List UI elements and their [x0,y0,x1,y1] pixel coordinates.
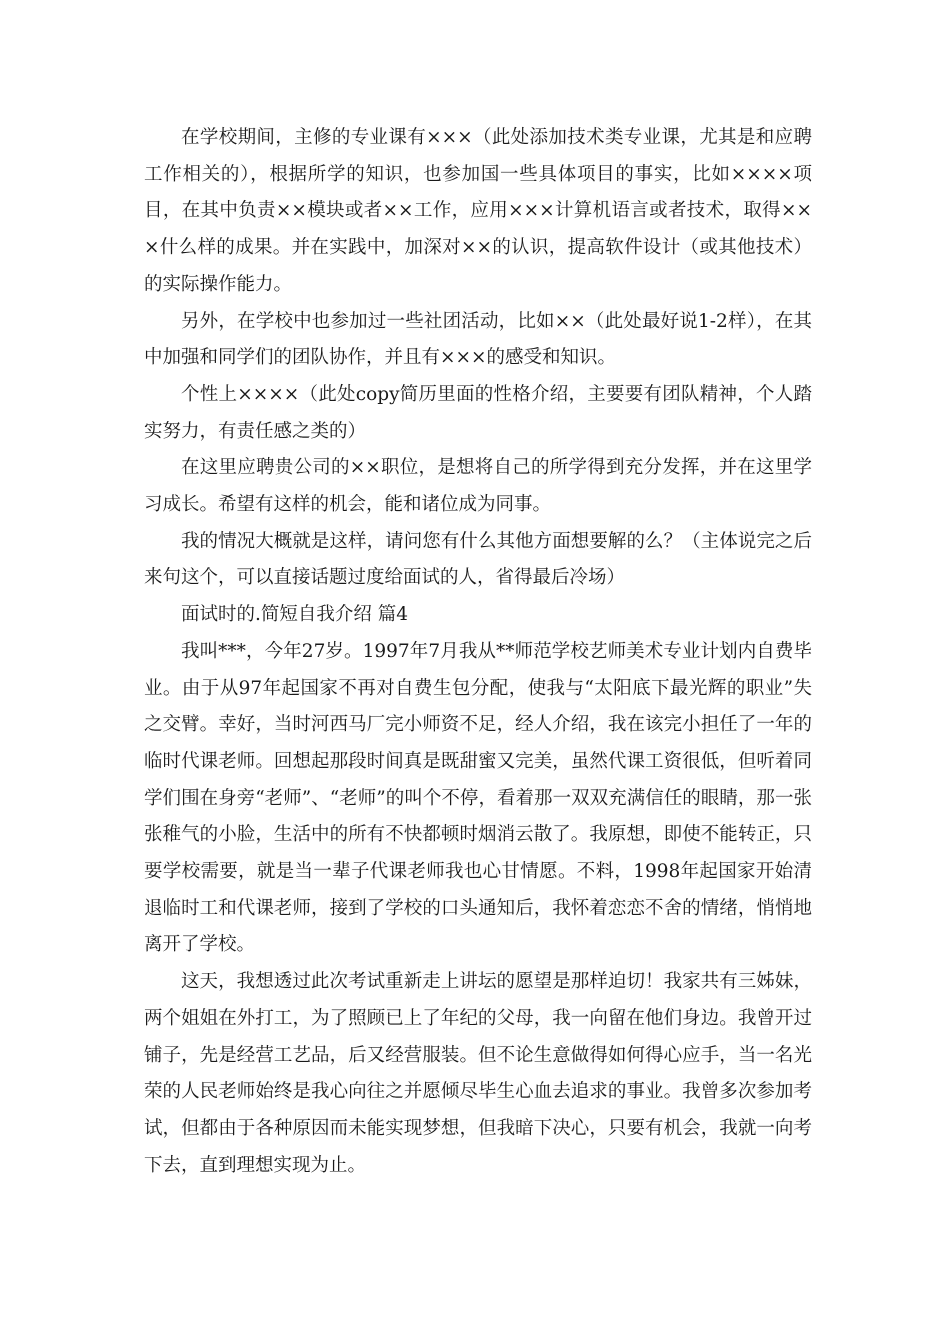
document-body [144,120,812,1184]
paragraph-clubs: 另外，在学校中也参加过一些社团活动，比如××（此处最好说1-2样），在其中加强和同学们的团队协作，并且有×××的感受和知识。 [144,310,812,369]
paragraph-teacher-history: 我叫***，今年27岁。1997年7月我从**师范学校艺师美术专业计划内自费毕业。由于从97年起国家不再对自费生包分配，使我与“太阳底下最光辉的职业”失之交臂。幸好，当时河西马厂完小师资不足，经人介绍，我在该完小担任了一年的临时代课老师。回想起那段时间真是既甜蜜又完美，虽然代课工资很低，但听着同学们围在身旁“老师”、“老师”的叫个不停，看着那一双双充满信任的眼睛，那一张张稚气的小脸，生活中的所有不快都顿时烟消云散了。我原想，即使不能转正，只要学校需要，就是当一辈子代课老师我也心甘情愿。不料，1998年起国家开始清退临时工和代课老师，接到了学校的口头通知后，我怀着恋恋不舍的情绪，悄悄地离开了学校。 [144,640,812,956]
paragraph-position: 在这里应聘贵公司的××职位，是想将自己的所学得到充分发挥，并在这里学习成长。希望有这样的机会，能和诸位成为同事。 [144,457,812,516]
paragraph-study: 在学校期间，主修的专业课有×××（此处添加技术类专业课，尤其是和应聘工作相关的），根据所学的知识，也参加国一些具体项目的事实，比如××××项目，在其中负责××模块或者××工作，应用×××计算机语言或者技术，取得×××什么样的成果。并在实践中，加深对××的认识，提高软件设计（或其他技术）的实际操作能力。 [144,127,812,295]
paragraph-personality: 个性上××××（此处copy简历里面的性格介绍，主要要有团队精神，个人踏实努力，有责任感之类的） [144,383,812,442]
section-heading: 面试时的.简短自我介绍 篇4 [181,604,409,626]
paragraph-closing: 我的情况大概就是这样，请问您有什么其他方面想要解的么？（主体说完之后来句这个，可以直接话题过度给面试的人，省得最后冷场） [144,530,812,589]
paragraph-aspiration: 这天，我想透过此次考试重新走上讲坛的愿望是那样迫切！我家共有三姊妹，两个姐姐在外打工，为了照顾已上了年纪的父母，我一向留在他们身边。我曾开过铺子，先是经营工艺品，后又经营服装。但不论生意做得如何得心应手，当一名光荣的人民老师始终是我心向往之并愿倾尽毕生心血去追求的事业。我曾多次参加考试，但都由于各种原因而未能实现梦想，但我暗下决心，只要有机会，我就一向考下去，直到理想实现为止。 [144,971,812,1176]
